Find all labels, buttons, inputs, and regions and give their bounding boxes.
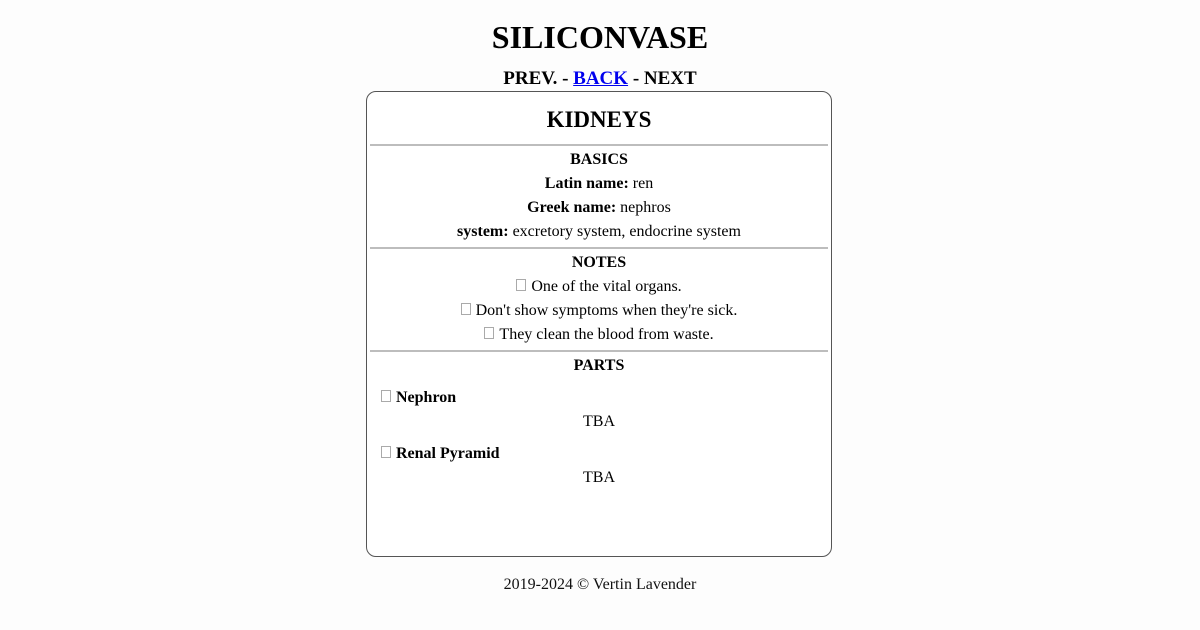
divider [370, 247, 828, 249]
notes-section [367, 254, 831, 350]
note-item [367, 326, 831, 344]
note-text: One of the vital organs. [531, 278, 682, 295]
part-description: TBA [583, 413, 615, 430]
part-name: Renal Pyramid [396, 445, 500, 462]
organ-card [366, 91, 832, 557]
back-link[interactable]: BACK [573, 68, 629, 89]
part-item-nephron [381, 389, 831, 407]
missing-glyph-icon [516, 279, 526, 291]
footer-copyright: 2019-2024 © Vertin Lavender [503, 576, 697, 593]
row-value: excretory system, endocrine system [508, 223, 741, 240]
missing-glyph-icon [484, 327, 494, 339]
divider [370, 144, 828, 146]
part-item-renal-pyramid [381, 445, 831, 463]
missing-glyph-icon [461, 303, 471, 315]
note-text: They clean the blood from waste. [499, 326, 714, 343]
parts-heading: PARTS [573, 357, 625, 374]
part-description: TBA [583, 469, 615, 486]
row-label: Greek name: [527, 199, 617, 216]
missing-glyph-icon [381, 446, 391, 458]
notes-heading: NOTES [571, 254, 627, 271]
note-item [367, 278, 831, 296]
row-value: ren [628, 175, 654, 192]
divider [370, 350, 828, 352]
nav-separator: - [628, 68, 644, 89]
note-item [367, 302, 831, 320]
greek-name-row [367, 199, 831, 217]
organ-title: KIDNEYS [546, 107, 652, 132]
basics-heading: BASICS [570, 151, 628, 168]
site-title: SILICONVASE [491, 19, 709, 55]
row-label: Latin name: [544, 175, 629, 192]
system-row [367, 223, 831, 241]
basics-section [367, 151, 831, 247]
part-name: Nephron [396, 389, 457, 406]
parts-section [367, 357, 831, 487]
latin-name-row [367, 175, 831, 193]
note-text: Don't show symptoms when they're sick. [475, 302, 738, 319]
row-value: nephros [616, 199, 671, 216]
nav-separator: - [557, 68, 574, 89]
next-label: NEXT [643, 68, 697, 89]
row-label: system: [457, 223, 509, 240]
missing-glyph-icon [381, 390, 391, 402]
prev-label: PREV. [503, 68, 558, 89]
page-navigation [0, 68, 1200, 90]
